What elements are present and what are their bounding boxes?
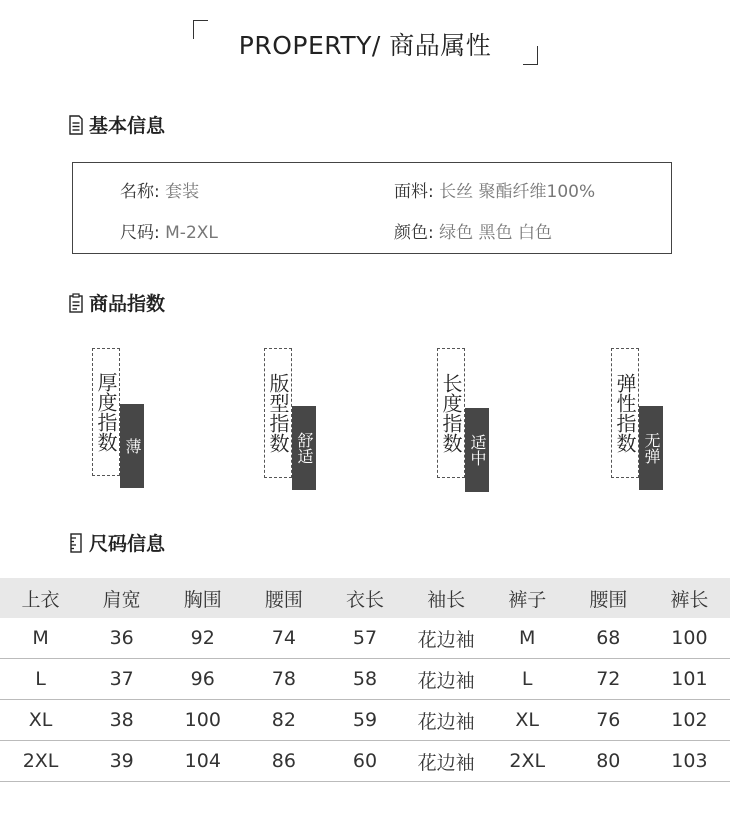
table-header-row bbox=[0, 578, 730, 618]
table-cell: 92 bbox=[162, 618, 243, 659]
table-cell: 花边袖 bbox=[406, 700, 487, 741]
basic-info-heading bbox=[68, 111, 165, 138]
index-card-value: 薄 bbox=[120, 404, 144, 488]
index-card-label: 弹性指数 bbox=[611, 348, 639, 478]
info-fabric bbox=[394, 177, 595, 202]
table-cell: 38 bbox=[81, 700, 162, 741]
table-cell: XL bbox=[487, 700, 568, 741]
table-cell: 花边袖 bbox=[406, 618, 487, 659]
info-name bbox=[120, 177, 199, 202]
table-cell: 58 bbox=[324, 659, 405, 700]
table-row bbox=[0, 741, 730, 782]
table-cell: 86 bbox=[243, 741, 324, 782]
index-card-value: 舒适 bbox=[292, 406, 316, 490]
table-row bbox=[0, 618, 730, 659]
table-cell: 花边袖 bbox=[406, 659, 487, 700]
table-header-cell: 裤子 bbox=[487, 578, 568, 618]
table-cell: 59 bbox=[324, 700, 405, 741]
table-header-cell: 裤长 bbox=[649, 578, 730, 618]
table-cell: 2XL bbox=[0, 741, 81, 782]
table-cell: 花边袖 bbox=[406, 741, 487, 782]
table-cell: 80 bbox=[568, 741, 649, 782]
clipboard-icon bbox=[68, 293, 84, 313]
index-card-thickness bbox=[92, 346, 156, 496]
info-fabric-key: 面料: bbox=[394, 182, 434, 202]
table-cell: 68 bbox=[568, 618, 649, 659]
table-cell: XL bbox=[0, 700, 81, 741]
table-header-cell: 肩宽 bbox=[81, 578, 162, 618]
document-icon bbox=[68, 115, 84, 135]
ruler-icon bbox=[68, 533, 84, 553]
table-cell: 82 bbox=[243, 700, 324, 741]
basic-info-heading-label: 基本信息 bbox=[89, 115, 166, 137]
table-cell: 78 bbox=[243, 659, 324, 700]
index-card-fit bbox=[264, 346, 328, 496]
table-cell: 74 bbox=[243, 618, 324, 659]
table-row bbox=[0, 700, 730, 741]
index-card-label: 版型指数 bbox=[264, 348, 292, 478]
info-color bbox=[394, 218, 552, 243]
table-cell: M bbox=[487, 618, 568, 659]
table-cell: 72 bbox=[568, 659, 649, 700]
table-cell: 96 bbox=[162, 659, 243, 700]
table-cell: 39 bbox=[81, 741, 162, 782]
table-cell: 104 bbox=[162, 741, 243, 782]
info-color-value: 绿色 黑色 白色 bbox=[439, 223, 552, 243]
table-header-cell: 胸围 bbox=[162, 578, 243, 618]
table-cell: 76 bbox=[568, 700, 649, 741]
info-fabric-value: 长丝 聚酯纤维100% bbox=[439, 182, 596, 202]
size-info-heading bbox=[68, 529, 165, 556]
corner-bracket-bottom-right bbox=[523, 46, 538, 65]
table-cell: 100 bbox=[649, 618, 730, 659]
table-cell: 102 bbox=[649, 700, 730, 741]
product-index-heading-label: 商品指数 bbox=[89, 293, 166, 315]
index-card-length bbox=[437, 346, 501, 496]
size-info-heading-label: 尺码信息 bbox=[89, 533, 166, 555]
table-header-cell: 袖长 bbox=[406, 578, 487, 618]
size-table bbox=[0, 578, 730, 782]
index-card-label: 厚度指数 bbox=[92, 348, 120, 476]
info-name-key: 名称: bbox=[120, 182, 160, 202]
table-cell: 36 bbox=[81, 618, 162, 659]
table-header-cell: 衣长 bbox=[324, 578, 405, 618]
table-row bbox=[0, 659, 730, 700]
table-cell: L bbox=[0, 659, 81, 700]
table-header-cell: 上衣 bbox=[0, 578, 81, 618]
table-cell: 37 bbox=[81, 659, 162, 700]
product-index-heading bbox=[68, 289, 165, 316]
index-card-label: 长度指数 bbox=[437, 348, 465, 478]
index-card-value: 无弹 bbox=[639, 406, 663, 490]
table-header-cell: 腰围 bbox=[568, 578, 649, 618]
table-cell: M bbox=[0, 618, 81, 659]
index-card-elasticity bbox=[611, 346, 675, 496]
info-size-key: 尺码: bbox=[120, 223, 160, 243]
table-cell: L bbox=[487, 659, 568, 700]
table-cell: 60 bbox=[324, 741, 405, 782]
table-cell: 2XL bbox=[487, 741, 568, 782]
info-size-value: M-2XL bbox=[165, 223, 218, 243]
info-name-value: 套装 bbox=[165, 182, 200, 202]
index-card-value: 适中 bbox=[465, 408, 489, 492]
table-cell: 57 bbox=[324, 618, 405, 659]
info-color-key: 颜色: bbox=[394, 223, 434, 243]
info-size bbox=[120, 218, 218, 243]
table-cell: 103 bbox=[649, 741, 730, 782]
table-header-cell: 腰围 bbox=[243, 578, 324, 618]
page-title: PROPERTY/ 商品属性 bbox=[238, 31, 492, 60]
table-cell: 101 bbox=[649, 659, 730, 700]
table-cell: 100 bbox=[162, 700, 243, 741]
